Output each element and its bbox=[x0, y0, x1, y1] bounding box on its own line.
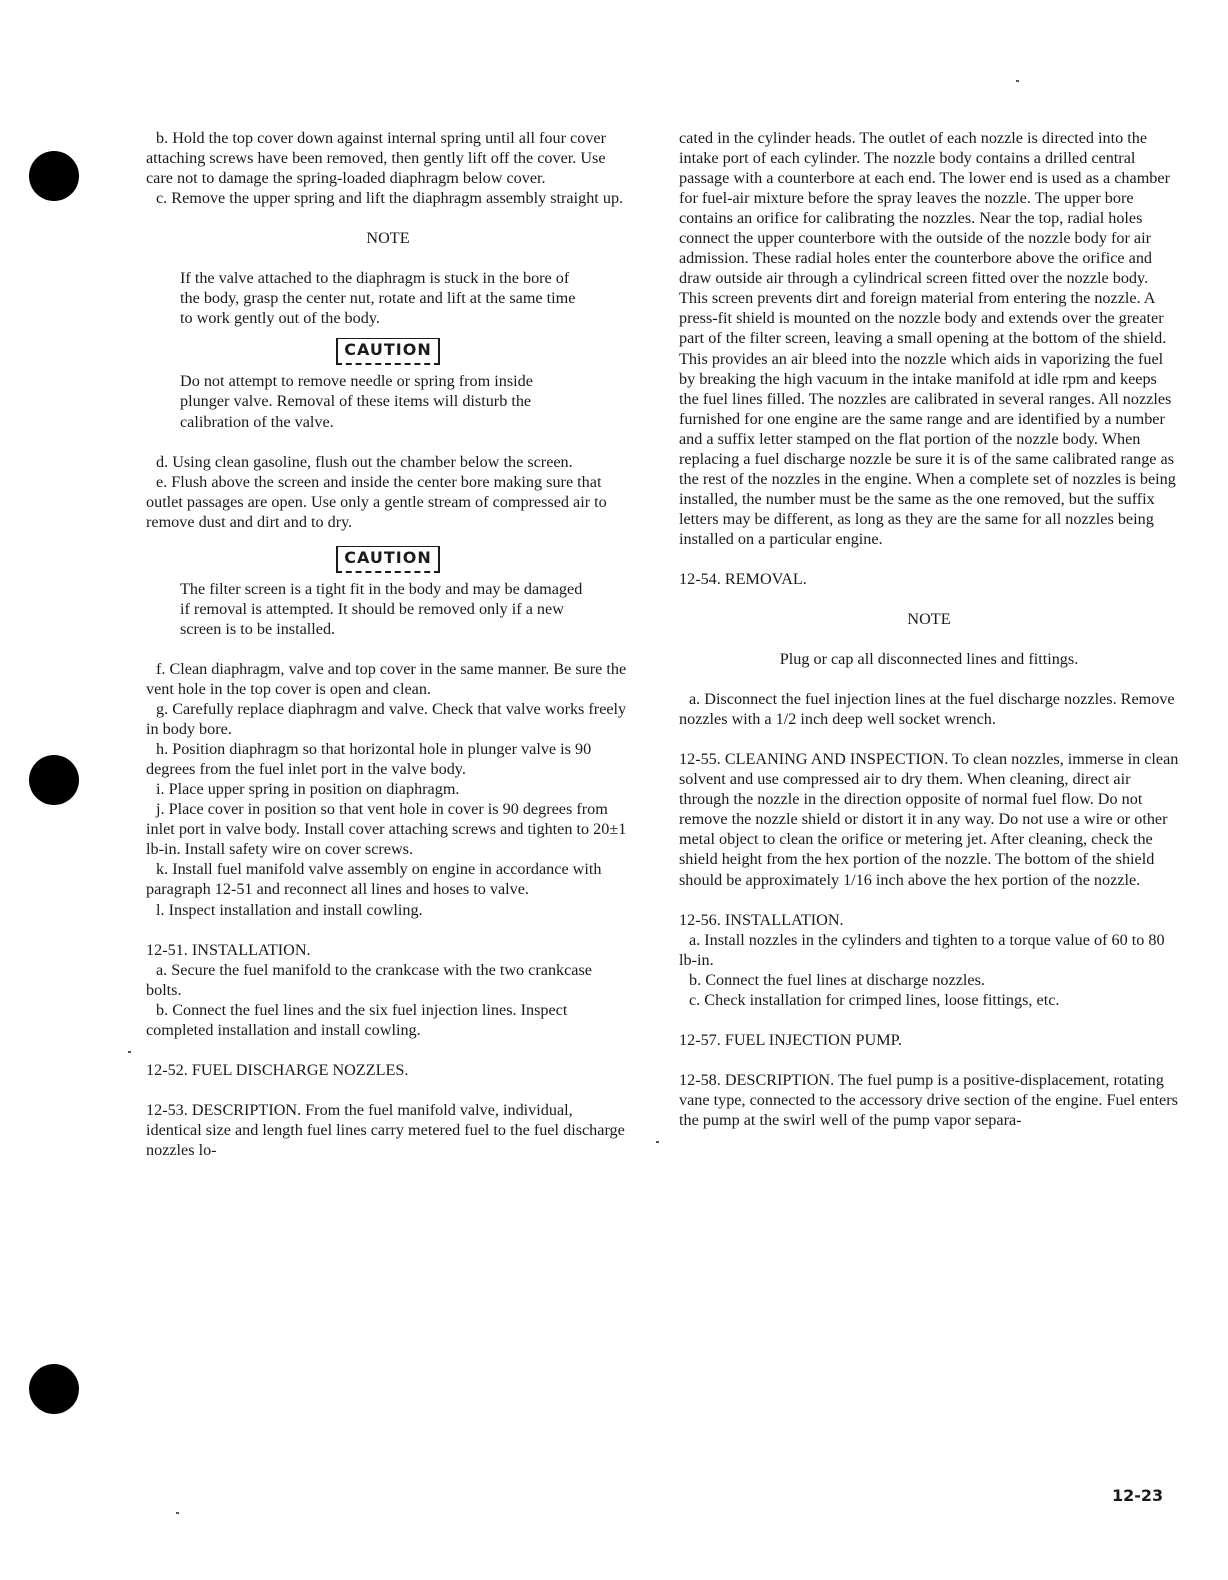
step-c: c. Remove the upper spring and lift the diaphragm assembly straight up. bbox=[156, 189, 624, 208]
scan-speck bbox=[1016, 80, 1019, 82]
step-b: b. Hold the top cover down against internal spring until all four cover attaching screws have been removed, then gently lift off the cover. Use care not to damage the spring-loaded diaphragm below cover. bbox=[146, 129, 606, 188]
note-text: If the valve attached to the diaphragm is stuck in the bore of the body, grasp the center nut, rotate and lift at the same time to work gently out of the body. bbox=[180, 269, 576, 328]
scan-speck bbox=[656, 1141, 659, 1143]
step-i: i. Place upper spring in position on diaphragm. bbox=[156, 780, 460, 799]
step-h: h. Position diaphragm so that horizontal hole in plunger valve is 90 degrees from the fuel inlet port in the valve body. bbox=[146, 740, 592, 779]
note-title: NOTE bbox=[366, 229, 410, 248]
section-12-58-description: 12-58. DESCRIPTION. The fuel pump is a positive-displacement, rotating vane type, connected to the accessory drive section of the engine. Fuel enters the pump at the swirl well of the pump vapor separa- bbox=[679, 1070, 1178, 1129]
binder-hole-top bbox=[29, 151, 79, 201]
step-12-51-b: b. Connect the fuel lines and the six fuel injection lines. Inspect completed installation and install cowling. bbox=[146, 1000, 568, 1039]
step-f: f. Clean diaphragm, valve and top cover in the same manner. Be sure the vent hole in the top cover is open and clean. bbox=[146, 659, 627, 698]
step-12-54-a: a. Disconnect the fuel injection lines at the fuel discharge nozzles. Remove nozzles with a 1/2 inch deep well socket wrench. bbox=[679, 690, 1175, 729]
binder-hole-bottom bbox=[29, 1364, 79, 1414]
step-k: k. Install fuel manifold valve assembly on engine in accordance with paragraph 12-51 and reconnect all lines and hoses to valve. bbox=[146, 860, 602, 899]
right-column bbox=[679, 128, 1179, 1130]
scan-speck bbox=[128, 1051, 131, 1053]
caution-text: Do not attempt to remove needle or spring from inside plunger valve. Removal of these items will disturb the calibration of the valve. bbox=[180, 372, 533, 431]
step-12-51-a: a. Secure the fuel manifold to the crankcase with the two crankcase bolts. bbox=[146, 960, 592, 999]
step-12-56-c: c. Check installation for crimped lines, loose fittings, etc. bbox=[689, 990, 1060, 1009]
page-number: 12-23 bbox=[1112, 1486, 1164, 1505]
step-d: d. Using clean gasoline, flush out the chamber below the screen. bbox=[156, 452, 573, 471]
section-12-53-description: 12-53. DESCRIPTION. From the fuel manifold valve, individual, identical size and length fuel lines carry metered fuel to the fuel discharge nozzles lo- bbox=[146, 1100, 625, 1159]
step-g: g. Carefully replace diaphragm and valve. Check that valve works freely in body bore. bbox=[146, 700, 627, 739]
step-e: e. Flush above the screen and inside the center bore making sure that outlet passages are open. Use only a gentle stream of compressed air to remove dust and dirt and to dry. bbox=[146, 472, 607, 531]
step-12-56-a: a. Install nozzles in the cylinders and tighten to a torque value of 60 to 80 lb-in. bbox=[679, 930, 1165, 969]
scan-speck bbox=[176, 1512, 179, 1514]
section-heading-12-52: 12-52. FUEL DISCHARGE NOZZLES. bbox=[146, 1060, 409, 1079]
binder-hole-middle bbox=[29, 755, 79, 805]
caution-label: CAUTION bbox=[336, 546, 439, 573]
caution-text: The filter screen is a tight fit in the body and may be damaged if removal is attempted. It should be removed only if a new screen is to be installed. bbox=[180, 579, 583, 638]
caution-label: CAUTION bbox=[336, 338, 439, 365]
section-12-53-continued: cated in the cylinder heads. The outlet of each nozzle is directed into the intake port of each cylinder. The nozzle body contains a drilled central passage with a counterbore at each end. The lower end is used as a chamber for fuel-air mixture before the spray leaves the nozzle. The upper bore contains an orifice for calibrating the nozzles. Near the top, radial holes connect the upper counterbore with the outside of the nozzle body for air admission. These radial holes enter the counterbore above the orifice and draw outside air through a cylindrical screen fitted over the nozzle body. This screen prevents dirt and foreign material from entering the nozzle. A press-fit shield is mounted on the nozzle body and extends over the greater part of the filter screen, leaving a small opening at the bottom of the shield. This provides an air bleed into the nozzle which aids in vaporizing the fuel by breaking the high vacuum in the intake manifold at idle rpm and keeps the fuel lines filled. The nozzles are calibrated in several ranges. All nozzles furnished for one engine are the same range and are identified by a number and a suffix letter stamped on the flat portion of the nozzle body. When replacing a fuel discharge nozzle be sure it is of the same calibrated range as the rest of the nozzles in the engine. When a complete set of nozzles is being installed, the number must be the same as the one removed, but the suffix letters may be different, as long as they are the same for all nozzles being installed on a particular engine. bbox=[679, 129, 1176, 548]
section-12-55-cleaning: 12-55. CLEANING AND INSPECTION. To clean nozzles, immerse in clean solvent and use compressed air to dry them. When cleaning, direct air through the nozzle in the direction opposite of normal fuel flow. Do not remove the nozzle shield or distort it in any way. Do not use a wire or other metal object to clean the orifice or metering jet. After cleaning, check the shield height from the hex portion of the nozzle. The bottom of the shield should be approximately 1/16 inch above the hex portion of the nozzle. bbox=[679, 750, 1179, 889]
section-heading-12-57: 12-57. FUEL INJECTION PUMP. bbox=[679, 1030, 902, 1049]
note-text: Plug or cap all disconnected lines and fittings. bbox=[779, 650, 1079, 669]
step-12-56-b: b. Connect the fuel lines at discharge nozzles. bbox=[689, 970, 985, 989]
section-heading-12-54: 12-54. REMOVAL. bbox=[679, 569, 807, 588]
section-heading-12-56: 12-56. INSTALLATION. bbox=[679, 910, 844, 929]
step-l: l. Inspect installation and install cowling. bbox=[156, 900, 423, 919]
step-j: j. Place cover in position so that vent hole in cover is 90 degrees from inlet port in valve body. Install cover attaching screws and tighten to 20±1 lb-in. Install safety wire on cover screws. bbox=[146, 800, 627, 859]
section-heading-12-51: 12-51. INSTALLATION. bbox=[146, 940, 311, 959]
note-title: NOTE bbox=[907, 610, 951, 629]
left-column bbox=[146, 128, 630, 1160]
